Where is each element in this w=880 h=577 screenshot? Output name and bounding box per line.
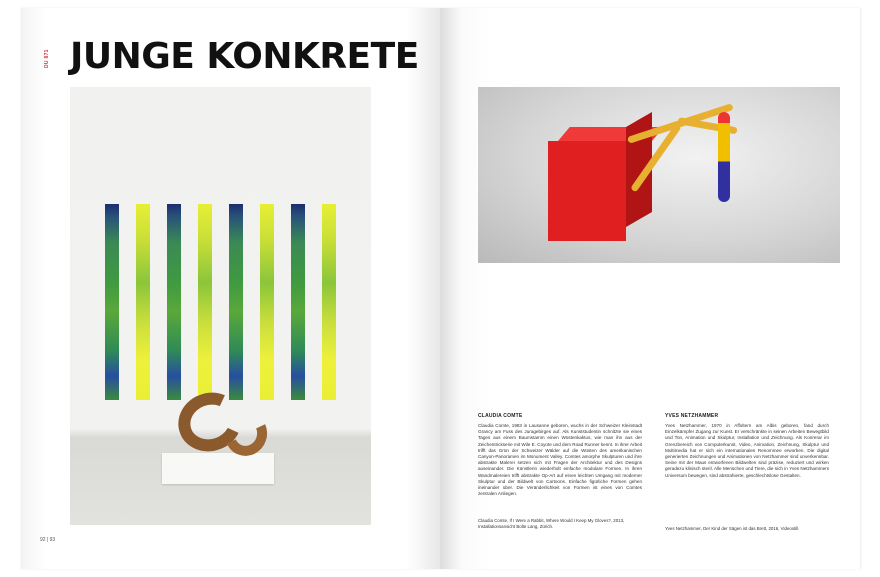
painting-stripe <box>136 204 150 400</box>
left-page <box>22 8 440 569</box>
painting-stripe <box>198 204 212 400</box>
left-image-caption: Claudia Comte, If I Were a Rabbit, Where Would I Keep My Gloves?, 2013, Installationsansicht Bolte Lang, Zürich. <box>478 518 625 529</box>
video-still <box>478 87 840 263</box>
page-title: JUNGE KONKRETE <box>70 36 419 77</box>
painting-stripe <box>229 204 243 400</box>
painting-stripe <box>260 204 274 400</box>
comte-text: Claudia Comte, 1983 in Lausanne geboren, wuchs in der Schweizer Kleinstadt Grancy am Fuss des Juragebirges auf. Als Kunststudentin schnitzte sie eines Tages aus einem Baumstamm einen Wüstenkaktus, wie man ihn aus der Zeichentrickserie mit Wile E. Coyote und dem Road Runner kennt. In ihrer Arbeit trifft das Grün der Schweizer Wälder auf die Wüsten des amerikanischen Canyon-Panoramen im Monument Valley. Comtes amorphe Skulpturen und ihre abstrakte Malerei setzen sich mit Fragen der Architektur und des Designs auseinander. Die Künstlerin wiederholt einfache modulare Formen. In ihren Wandmalereien trifft abstrakte Op-Art auf einen leichten Umgang mit moderner Skulptur und der Bildwelt von Cartoons. Einfache figürliche Formen gehen ineinander über. Die Veränderlichkeit von Formen ist eines von Comtes zentralen Anliegen. <box>478 423 642 497</box>
sculpture-pedestal <box>162 453 274 484</box>
painting-stripe <box>291 204 305 400</box>
red-cube <box>548 141 626 241</box>
painting-stripe <box>322 204 336 400</box>
netzhammer-text: Yves Netzhammer, 1970 in Affoltern am Albis geboren, fand durch Einzelkämpfer Zugang zur Kunst. Er verschränkte in seinen Arbeiten Bewegtbild und Ton, Animation und Skulptur, Installation und Zeichnung. Als Konrerar im Grenzbereich von Computerkunst, Video, Animation, Zeichnung, Skulptur und Multimedia hat er sich ein internationales Renommee erworben. Die digital generierten Zeichnungen und Animationen von Netzhammer sind unverkennbar. Seine mit der Maus entworfenen Bildwelten sind präzise, reduziert und wirken geradezu klinisch steril. Alle Menschen und Tiere, die sich in Yves Netzhammers Universum bewegen, sind abstrahierte, geschlechtslose Gestalten. <box>665 423 829 478</box>
page-number: 92 | 93 <box>40 537 56 543</box>
figure-body <box>718 112 730 202</box>
painting-stripe <box>105 204 119 400</box>
comte-title: CLAUDIA COMTE <box>478 413 523 419</box>
right-image-caption: Yves Netzhammer, Der Kind der Sägen ist das Brett, 2016, Videostill. <box>665 526 800 531</box>
netzhammer-title: YVES NETZHAMMER <box>665 413 719 419</box>
section-tag: DU 871 <box>44 49 50 68</box>
right-page <box>440 8 860 569</box>
installation-photo <box>70 87 371 525</box>
painting-stripe <box>167 204 181 400</box>
